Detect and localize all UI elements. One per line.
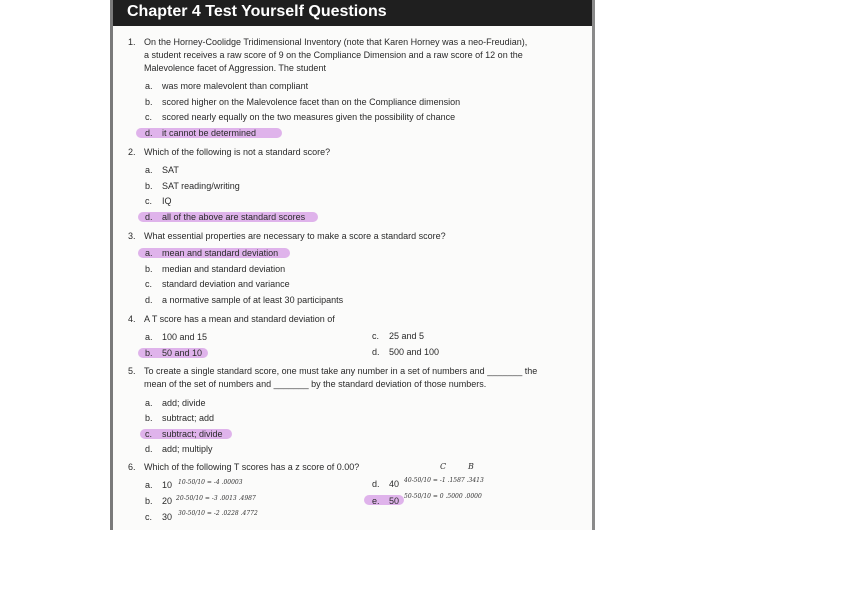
option-text: 100 and 15 — [162, 332, 208, 342]
question-text: a student receives a raw score of 9 on the Compliance Dimension and a raw score of 12 on the — [144, 50, 523, 60]
option-letter: a. — [145, 81, 153, 91]
option-letter: c. — [372, 331, 380, 341]
option-letter: b. — [145, 97, 153, 107]
option-letter: d. — [145, 212, 153, 222]
question-text: mean of the set of numbers and _______ by the standard deviation of those numbers. — [144, 379, 487, 389]
option-text: all of the above are standard scores — [162, 212, 306, 222]
question-text: On the Horney-Coolidge Tridimensional Inventory (note that Karen Horney was a neo-Freudian), — [144, 37, 528, 47]
option-text: 50 and 10 — [162, 348, 203, 358]
option-letter: d. — [372, 479, 380, 489]
question-number: 2. — [128, 147, 136, 157]
question-text: Which of the following T scores has a z score of 0.00? — [144, 462, 360, 472]
option-letter: b. — [145, 264, 153, 274]
option-letter: a. — [145, 248, 153, 258]
page-edge-left — [110, 0, 113, 530]
question-number: 6. — [128, 462, 136, 472]
option-letter: b. — [145, 348, 153, 358]
option-letter: d. — [145, 128, 153, 138]
option-text: add; divide — [162, 398, 206, 408]
question-text: To create a single standard score, one must take any number in a set of numbers and _______ the — [144, 366, 538, 376]
option-text: scored nearly equally on the two measures given the possibility of chance — [162, 112, 456, 122]
question-number: 1. — [128, 37, 136, 47]
option-text: 500 and 100 — [389, 347, 440, 357]
option-text: subtract; divide — [162, 429, 223, 439]
option-text: 30 — [162, 512, 173, 522]
option-letter: c. — [145, 196, 153, 206]
option-text: IQ — [162, 196, 172, 206]
option-text: 40 — [389, 479, 400, 489]
handwritten-calc-a: 10-50/10 = -4 .00003 — [178, 479, 243, 486]
option-text: mean and standard deviation — [162, 248, 279, 258]
option-text: SAT reading/writing — [162, 181, 240, 191]
option-letter: d. — [372, 347, 380, 357]
question-number: 4. — [128, 314, 136, 324]
option-text: was more malevolent than compliant — [162, 81, 309, 91]
handwritten-column-b: B — [468, 462, 474, 471]
option-text: 25 and 5 — [389, 331, 425, 341]
option-text: add; multiply — [162, 444, 213, 454]
question-number: 3. — [128, 231, 136, 241]
option-letter: d. — [145, 295, 153, 305]
chapter-title: Chapter 4 Test Yourself Questions — [127, 3, 387, 20]
chapter-header-bar — [113, 0, 592, 26]
option-text: a normative sample of at least 30 participants — [162, 295, 344, 305]
option-letter: c. — [145, 512, 153, 522]
option-letter: c. — [145, 112, 153, 122]
question-number: 5. — [128, 366, 136, 376]
option-letter: a. — [145, 398, 153, 408]
option-letter: b. — [145, 413, 153, 423]
handwritten-calc-e: 50-50/10 = 0 .5000 .0000 — [404, 493, 482, 500]
handwritten-calc-c: 30-50/10 = -2 .0228 .4772 — [178, 510, 258, 517]
option-text: standard deviation and variance — [162, 279, 290, 289]
page-edge-right — [592, 0, 595, 530]
option-text: median and standard deviation — [162, 264, 286, 274]
question-text: A T score has a mean and standard deviation of — [144, 314, 335, 324]
option-letter: a. — [145, 480, 153, 490]
option-text: 20 — [162, 496, 173, 506]
option-letter: a. — [145, 332, 153, 342]
option-text: scored higher on the Malevolence facet than on the Compliance dimension — [162, 97, 461, 107]
option-letter: c. — [145, 279, 153, 289]
option-text: 50 — [389, 496, 400, 506]
handwritten-column-c: C — [440, 462, 447, 471]
option-letter: c. — [145, 429, 153, 439]
option-text: 10 — [162, 480, 173, 490]
question-text: Which of the following is not a standard score? — [144, 147, 331, 157]
question-text: Malevolence facet of Aggression. The student — [144, 63, 326, 73]
handwritten-calc-b: 20-50/10 = -3 .0013 .4987 — [176, 495, 256, 502]
option-letter: b. — [145, 496, 153, 506]
option-text: SAT — [162, 165, 179, 175]
option-letter: d. — [145, 444, 153, 454]
option-letter: a. — [145, 165, 153, 175]
option-letter: b. — [145, 181, 153, 191]
option-text: subtract; add — [162, 413, 215, 423]
option-letter: e. — [372, 496, 380, 506]
handwritten-calc-d: 40-50/10 = -1 .1587 .3413 — [404, 477, 484, 484]
option-text: it cannot be determined — [162, 128, 257, 138]
question-text: What essential properties are necessary to make a score a standard score? — [144, 231, 446, 241]
